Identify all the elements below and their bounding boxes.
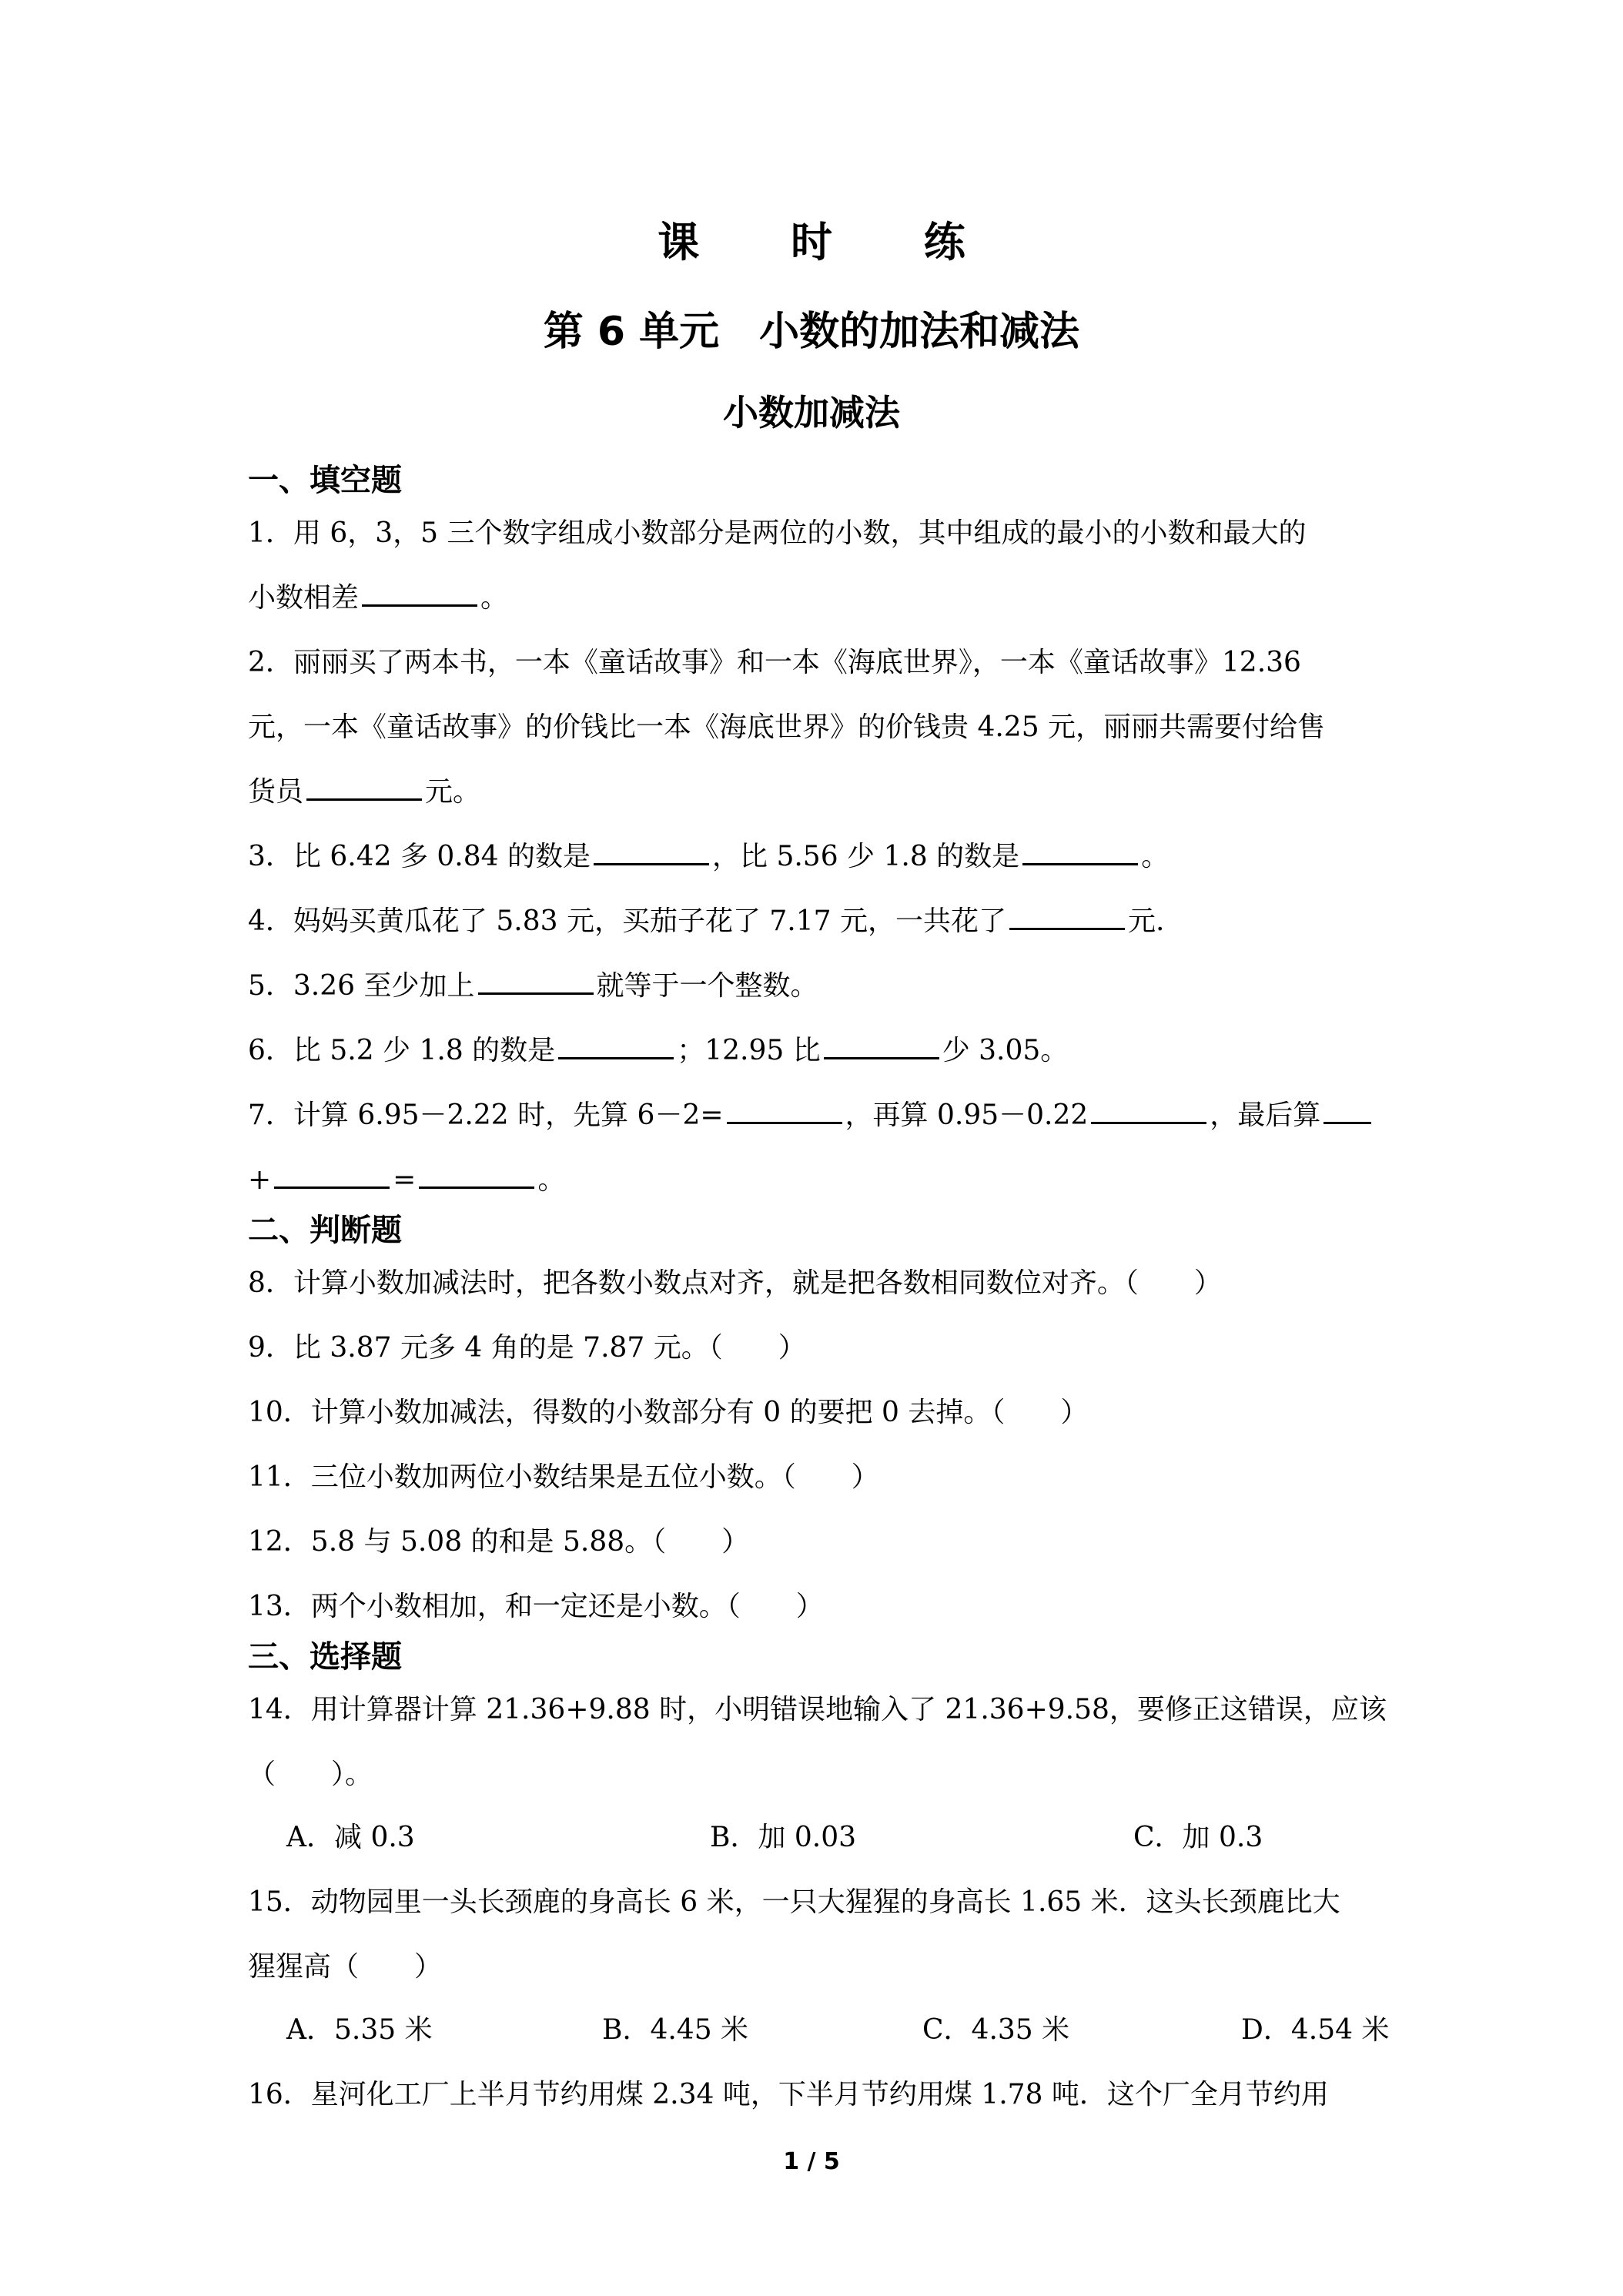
question-15-line-2: 猩猩高（ ） [248,1951,443,1983]
question-4: 4．妈妈买黄瓜花了 5.83 元，买茄子花了 7.17 元，一共花了 元. [248,899,1164,939]
answer-blank[interactable] [419,1160,534,1189]
question-14-option-b[interactable]: B．加 0.03 [710,1822,857,1853]
question-15-option-c[interactable]: C．4.35 米 [922,2014,1070,2046]
answer-blank[interactable] [306,772,422,801]
answer-blank[interactable] [594,837,709,865]
question-1-line-1: 1．用 6，3，5 三个数字组成小数部分是两位的小数，其中组成的最小的小数和最大的 [248,517,1307,549]
question-2-line-2: 元，一本《童话故事》的价钱比一本《海底世界》的价钱贵 4.25 元，丽丽共需要付给售 [248,711,1326,743]
answer-blank[interactable] [1091,1096,1206,1124]
answer-blank[interactable] [1009,902,1125,930]
question-15-option-d[interactable]: D．4.54 米 [1241,2014,1390,2046]
answer-blank[interactable] [727,1096,842,1124]
question-1-line-2: 小数相差 。 [248,576,508,615]
question-3: 3．比 6.42 多 0.84 的数是 ，比 5.56 少 1.8 的数是 。 [248,835,1169,874]
answer-blank[interactable] [1323,1096,1371,1124]
question-14-line-1: 14．用计算器计算 21.36+9.88 时，小明错误地输入了 21.36+9.58，要修正这错误，应该 [248,1694,1387,1725]
question-7-line-1: 7．计算 6.95－2.22 时，先算 6－2= ，再算 0.95－0.22 ，最后算 [248,1093,1374,1133]
question-8: 8．计算小数加减法时，把各数小数点对齐，就是把各数相同数位对齐。（ ） [248,1267,1222,1299]
answer-blank[interactable] [478,966,594,995]
answer-blank[interactable] [1022,837,1138,865]
page-number: 1 / 5 [783,2148,840,2175]
question-2-line-1: 2．丽丽买了两本书，一本《童话故事》和一本《海底世界》，一本《童话故事》12.36 [248,647,1301,678]
question-11: 11．三位小数加两位小数结果是五位小数。（ ） [248,1461,879,1493]
question-5: 5．3.26 至少加上 就等于一个整数。 [248,964,818,1003]
question-2-line-3: 货员 元。 [248,770,480,809]
question-14-line-2: （ ）。 [248,1759,373,1790]
question-14-option-a[interactable]: A．减 0.3 [286,1822,415,1853]
section-choice-heading: 三、选择题 [248,1639,402,1675]
answer-blank[interactable] [824,1031,939,1059]
question-13: 13．两个小数相加，和一定还是小数。（ ） [248,1591,824,1622]
question-6: 6．比 5.2 少 1.8 的数是 ；12.95 比 少 3.05。 [248,1029,1068,1068]
lesson-title: 小数加减法 [723,392,900,433]
question-15-line-1: 15．动物园里一头长颈鹿的身高长 6 米，一只大猩猩的身高长 1.65 米．这头长颈鹿比大 [248,1886,1340,1918]
question-15-option-b[interactable]: B．4.45 米 [602,2014,749,2046]
page-title: 课 时 练 [658,218,991,266]
answer-blank[interactable] [558,1031,674,1059]
section-fill-heading: 一、填空题 [248,463,402,498]
question-15-option-a[interactable]: A．5.35 米 [286,2014,433,2046]
answer-blank[interactable] [362,578,477,607]
question-14-option-c[interactable]: C．加 0.3 [1133,1822,1263,1853]
question-7-line-2: + = 。 [248,1158,565,1197]
question-12: 12．5.8 与 5.08 的和是 5.88。（ ） [248,1526,750,1558]
question-10: 10．计算小数加减法，得数的小数部分有 0 的要把 0 去掉。（ ） [248,1397,1089,1428]
question-16-line-1: 16．星河化工厂上半月节约用煤 2.34 吨，下半月节约用煤 1.78 吨．这个厂全月节约用 [248,2079,1329,2110]
unit-title: 第 6 单元 小数的加法和减法 [543,309,1080,355]
section-judge-heading: 二、判断题 [248,1213,402,1248]
question-9: 9．比 3.87 元多 4 角的是 7.87 元。（ ） [248,1332,806,1364]
answer-blank[interactable] [274,1160,390,1189]
